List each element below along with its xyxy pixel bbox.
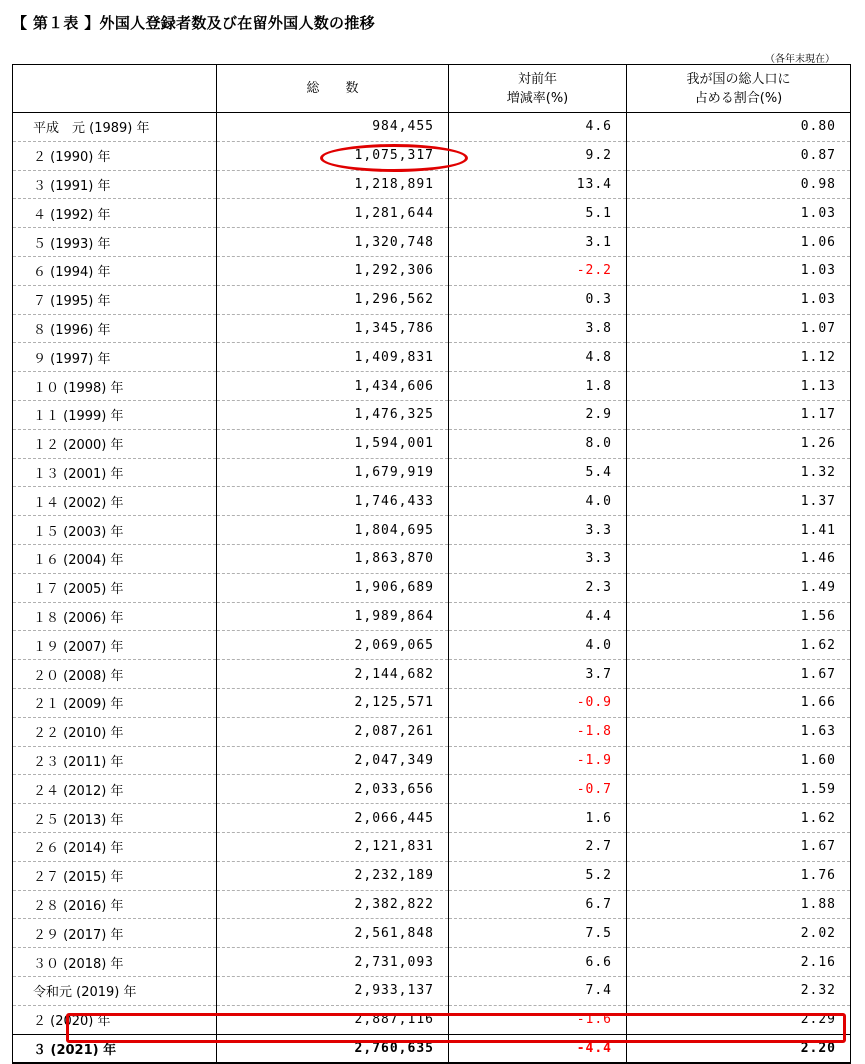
- rate-cell: 13.4: [449, 170, 627, 199]
- year-cell: ８ (1996) 年: [13, 314, 217, 343]
- share-cell: 1.41: [627, 516, 851, 545]
- rate-cell: 3.1: [449, 228, 627, 257]
- year-cell: ３ (1991) 年: [13, 170, 217, 199]
- year-cell: ２７ (2015) 年: [13, 861, 217, 890]
- total-cell: 2,760,635: [217, 1034, 449, 1063]
- share-cell: 1.07: [627, 314, 851, 343]
- share-cell: 1.56: [627, 602, 851, 631]
- table-row: [13, 948, 851, 977]
- share-cell: 1.17: [627, 400, 851, 429]
- total-cell: 2,561,848: [217, 919, 449, 948]
- rate-cell: 1.8: [449, 372, 627, 401]
- year-cell: ２４ (2012) 年: [13, 775, 217, 804]
- year-cell: １４ (2002) 年: [13, 487, 217, 516]
- rate-cell: 3.7: [449, 660, 627, 689]
- total-cell: 1,075,317: [217, 141, 449, 170]
- year-cell: ３ (2021) 年: [13, 1034, 217, 1063]
- table-row: [13, 775, 851, 804]
- header-share: 我が国の総人口に 占める割合(%): [627, 65, 851, 113]
- total-cell: 1,804,695: [217, 516, 449, 545]
- share-cell: 2.20: [627, 1034, 851, 1063]
- share-cell: 2.32: [627, 976, 851, 1005]
- total-cell: 1,345,786: [217, 314, 449, 343]
- year-cell: １３ (2001) 年: [13, 458, 217, 487]
- total-cell: 1,863,870: [217, 544, 449, 573]
- year-cell: ５ (1993) 年: [13, 228, 217, 257]
- total-cell: 2,066,445: [217, 804, 449, 833]
- total-cell: 2,125,571: [217, 688, 449, 717]
- rate-cell: -0.7: [449, 775, 627, 804]
- year-cell: ２６ (2014) 年: [13, 832, 217, 861]
- year-cell: ２２ (2010) 年: [13, 717, 217, 746]
- share-cell: 1.60: [627, 746, 851, 775]
- rate-cell: 2.3: [449, 573, 627, 602]
- share-cell: 1.63: [627, 717, 851, 746]
- share-cell: 0.80: [627, 113, 851, 142]
- share-cell: 1.37: [627, 487, 851, 516]
- year-cell: １７ (2005) 年: [13, 573, 217, 602]
- total-cell: 2,731,093: [217, 948, 449, 977]
- total-cell: 1,594,001: [217, 429, 449, 458]
- table-row: [13, 429, 851, 458]
- table-row: [13, 285, 851, 314]
- header-row: [13, 65, 851, 113]
- total-cell: 2,144,682: [217, 660, 449, 689]
- share-cell: 2.29: [627, 1005, 851, 1034]
- share-cell: 1.67: [627, 832, 851, 861]
- table-row: [13, 458, 851, 487]
- year-cell: １９ (2007) 年: [13, 631, 217, 660]
- rate-cell: -2.2: [449, 256, 627, 285]
- year-cell: １５ (2003) 年: [13, 516, 217, 545]
- table-row: [13, 688, 851, 717]
- share-cell: 1.62: [627, 804, 851, 833]
- share-cell: 1.76: [627, 861, 851, 890]
- share-cell: 1.26: [627, 429, 851, 458]
- share-cell: 1.59: [627, 775, 851, 804]
- share-cell: 1.13: [627, 372, 851, 401]
- year-cell: ２０ (2008) 年: [13, 660, 217, 689]
- year-cell: ２５ (2013) 年: [13, 804, 217, 833]
- total-cell: 2,121,831: [217, 832, 449, 861]
- year-cell: １２ (2000) 年: [13, 429, 217, 458]
- share-cell: 0.98: [627, 170, 851, 199]
- date-note: （各年末現在）: [765, 54, 835, 65]
- rate-cell: 4.8: [449, 343, 627, 372]
- total-cell: 2,933,137: [217, 976, 449, 1005]
- total-cell: 1,434,606: [217, 372, 449, 401]
- rate-cell: 2.9: [449, 400, 627, 429]
- table-row: [13, 400, 851, 429]
- rate-cell: 9.2: [449, 141, 627, 170]
- total-cell: 1,679,919: [217, 458, 449, 487]
- share-cell: 2.16: [627, 948, 851, 977]
- total-cell: 2,033,656: [217, 775, 449, 804]
- header-rate: 対前年 増減率(%): [449, 65, 627, 113]
- total-cell: 1,906,689: [217, 573, 449, 602]
- rate-cell: -4.4: [449, 1034, 627, 1063]
- year-cell: 平成 元 (1989) 年: [13, 113, 217, 142]
- rate-cell: 3.3: [449, 544, 627, 573]
- total-cell: 1,320,748: [217, 228, 449, 257]
- total-cell: 1,281,644: [217, 199, 449, 228]
- table-row: [13, 804, 851, 833]
- rate-cell: 4.0: [449, 487, 627, 516]
- total-cell: 1,989,864: [217, 602, 449, 631]
- table-row: [13, 487, 851, 516]
- data-table: [12, 64, 851, 1064]
- table-row: [13, 631, 851, 660]
- rate-cell: 7.4: [449, 976, 627, 1005]
- header-year: [13, 65, 217, 113]
- rate-cell: 5.2: [449, 861, 627, 890]
- table-row: [13, 861, 851, 890]
- year-cell: ２ (2020) 年: [13, 1005, 217, 1034]
- year-cell: ７ (1995) 年: [13, 285, 217, 314]
- share-cell: 1.06: [627, 228, 851, 257]
- rate-cell: 6.7: [449, 890, 627, 919]
- total-cell: 1,746,433: [217, 487, 449, 516]
- rate-cell: 0.3: [449, 285, 627, 314]
- year-cell: ２１ (2009) 年: [13, 688, 217, 717]
- table-row: [13, 314, 851, 343]
- highlight-rect-2021-row: [66, 1013, 846, 1043]
- year-cell: 令和元 (2019) 年: [13, 976, 217, 1005]
- rate-cell: 1.6: [449, 804, 627, 833]
- share-cell: 1.67: [627, 660, 851, 689]
- table-row: [13, 602, 851, 631]
- table-row: [13, 343, 851, 372]
- share-cell: 1.66: [627, 688, 851, 717]
- table-row: [13, 573, 851, 602]
- year-cell: ４ (1992) 年: [13, 199, 217, 228]
- year-cell: ９ (1997) 年: [13, 343, 217, 372]
- total-cell: 1,292,306: [217, 256, 449, 285]
- rate-cell: 8.0: [449, 429, 627, 458]
- year-cell: ２ (1990) 年: [13, 141, 217, 170]
- total-cell: 1,476,325: [217, 400, 449, 429]
- share-cell: 1.03: [627, 199, 851, 228]
- table-row: [13, 199, 851, 228]
- rate-cell: -1.8: [449, 717, 627, 746]
- table-row: [13, 746, 851, 775]
- year-cell: １０ (1998) 年: [13, 372, 217, 401]
- total-cell: 2,047,349: [217, 746, 449, 775]
- year-cell: ２３ (2011) 年: [13, 746, 217, 775]
- year-cell: １８ (2006) 年: [13, 602, 217, 631]
- table-row: [13, 832, 851, 861]
- share-cell: 0.87: [627, 141, 851, 170]
- total-cell: 1,218,891: [217, 170, 449, 199]
- total-cell: 1,409,831: [217, 343, 449, 372]
- highlight-ellipse-1990-total: [320, 144, 468, 172]
- rate-cell: 5.1: [449, 199, 627, 228]
- total-cell: 2,887,116: [217, 1005, 449, 1034]
- rate-cell: -1.6: [449, 1005, 627, 1034]
- year-cell: ２８ (2016) 年: [13, 890, 217, 919]
- share-cell: 2.02: [627, 919, 851, 948]
- table-row: [13, 660, 851, 689]
- share-cell: 1.46: [627, 544, 851, 573]
- rate-cell: -0.9: [449, 688, 627, 717]
- total-cell: 2,232,189: [217, 861, 449, 890]
- table-row: [13, 170, 851, 199]
- share-cell: 1.32: [627, 458, 851, 487]
- rate-cell: 3.3: [449, 516, 627, 545]
- rate-cell: 4.6: [449, 113, 627, 142]
- share-cell: 1.49: [627, 573, 851, 602]
- year-cell: １１ (1999) 年: [13, 400, 217, 429]
- rate-cell: 2.7: [449, 832, 627, 861]
- table-title: 【 第１表 】外国人登録者数及び在留外国人数の推移: [12, 14, 375, 32]
- table-row: [13, 228, 851, 257]
- total-cell: 2,382,822: [217, 890, 449, 919]
- rate-cell: 6.6: [449, 948, 627, 977]
- year-cell: ３０ (2018) 年: [13, 948, 217, 977]
- year-cell: ２９ (2017) 年: [13, 919, 217, 948]
- rate-cell: 4.4: [449, 602, 627, 631]
- table-row: [13, 113, 851, 142]
- rate-cell: 7.5: [449, 919, 627, 948]
- year-cell: ６ (1994) 年: [13, 256, 217, 285]
- rate-cell: 5.4: [449, 458, 627, 487]
- total-cell: 2,069,065: [217, 631, 449, 660]
- table-row: [13, 516, 851, 545]
- rate-cell: -1.9: [449, 746, 627, 775]
- share-cell: 1.88: [627, 890, 851, 919]
- total-cell: 2,087,261: [217, 717, 449, 746]
- share-cell: 1.62: [627, 631, 851, 660]
- year-cell: １６ (2004) 年: [13, 544, 217, 573]
- header-total: 総 数: [217, 65, 449, 113]
- share-cell: 1.03: [627, 285, 851, 314]
- table-row: [13, 717, 851, 746]
- share-cell: 1.03: [627, 256, 851, 285]
- table-row: [13, 890, 851, 919]
- share-cell: 1.12: [627, 343, 851, 372]
- rate-cell: 3.8: [449, 314, 627, 343]
- table-row: [13, 256, 851, 285]
- total-cell: 1,296,562: [217, 285, 449, 314]
- table-row: [13, 919, 851, 948]
- rate-cell: 4.0: [449, 631, 627, 660]
- table-row: [13, 976, 851, 1005]
- table-row: [13, 372, 851, 401]
- total-cell: 984,455: [217, 113, 449, 142]
- table-row: [13, 544, 851, 573]
